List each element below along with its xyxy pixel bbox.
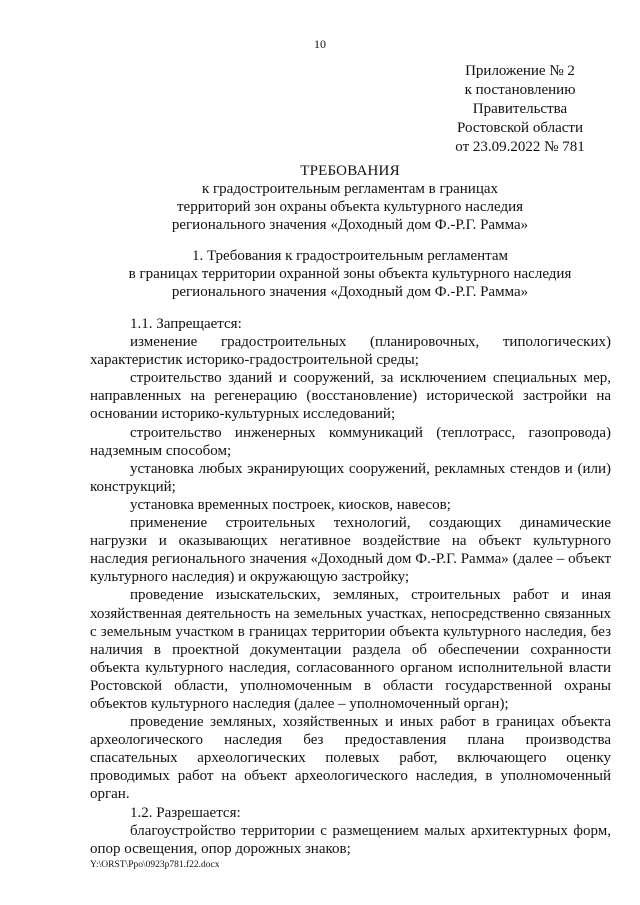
prohibited-item: установка временных построек, киосков, навесов; bbox=[130, 496, 451, 513]
prohibited-item: проведение изыскательских, земляных, строительных работ и иная хозяйственная деятельность на земельных участках, непосредственно связанных с земельным участком в границах территории объекта культурного наследия, без наличия в проектной документации раздела об обеспечении сохранности объекта культурного наследия, согласованного органом исполнительной власти Ростовской области, уполномоченным в области государственной охраны объектов культурного наследия (далее – уполномоченный орган); bbox=[90, 587, 611, 712]
prohibited-item: строительство зданий и сооружений, за исключением специальных мер, направленных на регенерацию (восстановление) исторической застройки на основании историко-культурных исследований; bbox=[90, 370, 611, 423]
prohibited-item: строительство инженерных коммуникаций (теплотрасс, газопровода) надземным способом; bbox=[90, 424, 611, 459]
page-number: 10 bbox=[314, 37, 326, 51]
file-path-footer: Y:\ORST\Ppo\0923p781.f22.docx bbox=[90, 860, 220, 870]
title-line: регионального значения «Доходный дом Ф.-Р.Г. Рамма» bbox=[171, 217, 529, 233]
appendix-line: Правительства bbox=[472, 101, 568, 117]
document-body bbox=[90, 315, 611, 858]
section-line: регионального значения «Доходный дом Ф.-Р.Г. Рамма» bbox=[171, 284, 529, 300]
permitted-item: благоустройство территории с размещением малых архитектурных форм, опор освещения, опор дорожных знаков; bbox=[90, 822, 611, 857]
title-main: ТРЕБОВАНИЯ bbox=[300, 163, 400, 179]
document-title bbox=[90, 162, 610, 234]
prohibited-item: применение строительных технологий, создающих динамические нагрузки и оказывающих негативное воздействие на объект культурного наследия регионального значения «Доходный дом Ф.-Р.Г. Рамма» (далее – объект культурного наследия) и окружающую застройку; bbox=[90, 515, 611, 586]
section-line: 1. Требования к градостроительным регламентам bbox=[191, 248, 509, 264]
title-line: к градостроительным регламентам в границах bbox=[201, 181, 499, 197]
section-line: в границах территории охранной зоны объекта культурного наследия bbox=[128, 266, 572, 282]
prohibited-item: установка любых экранирующих сооружений, рекламных стендов и (или) конструкций; bbox=[90, 460, 611, 495]
appendix-line: от 23.09.2022 № 781 bbox=[455, 139, 585, 155]
prohibited-item: изменение градостроительных (планировочных, типологических) характеристик историко-градостроительной среды; bbox=[90, 334, 611, 369]
section-heading bbox=[90, 247, 610, 301]
appendix-line: Приложение № 2 bbox=[465, 63, 575, 79]
prohibited-item: проведение земляных, хозяйственных и иных работ в границах объекта археологического наследия без предоставления плана производства спасательных археологических полевых работ, включающего оценку проводимых работ на объект археологического наследия, в уполномоченный орган. bbox=[90, 714, 611, 803]
appendix-line: Ростовской области bbox=[457, 120, 583, 136]
subsection-heading: 1.1. Запрещается: bbox=[130, 316, 242, 332]
title-line: территорий зон охраны объекта культурного наследия bbox=[177, 199, 523, 215]
appendix-line: к постановлению bbox=[464, 82, 576, 98]
appendix-header bbox=[440, 62, 600, 157]
subsection-heading: 1.2. Разрешается: bbox=[130, 804, 241, 821]
